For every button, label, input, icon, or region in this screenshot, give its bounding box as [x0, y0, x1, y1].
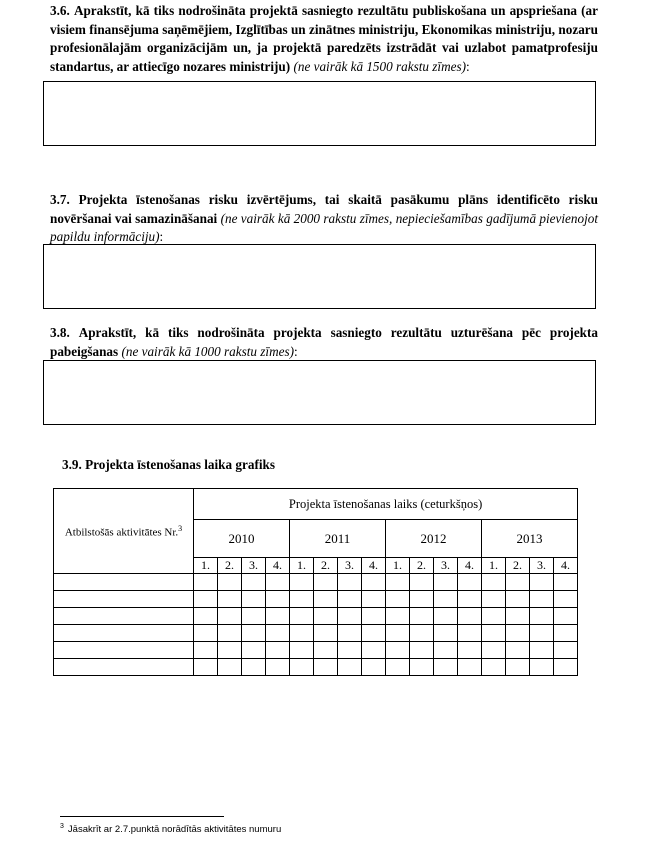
quarter-cell[interactable] — [338, 642, 362, 659]
quarter-cell[interactable] — [386, 608, 410, 625]
activity-number-cell[interactable] — [54, 574, 194, 591]
quarter-cell[interactable] — [338, 659, 362, 676]
quarter-cell[interactable] — [314, 625, 338, 642]
quarter-cell[interactable] — [242, 608, 266, 625]
quarter-cell[interactable] — [530, 591, 554, 608]
footnote-marker: 3 — [60, 823, 64, 830]
quarter-cell[interactable] — [194, 591, 218, 608]
quarter-cell[interactable] — [434, 625, 458, 642]
quarter-cell[interactable] — [218, 659, 242, 676]
quarter-cell[interactable] — [530, 659, 554, 676]
quarter-header: 3. — [338, 558, 362, 574]
quarter-cell[interactable] — [266, 659, 290, 676]
quarter-cell[interactable] — [530, 642, 554, 659]
quarter-cell[interactable] — [482, 659, 506, 676]
year-header: 2011 — [290, 520, 386, 558]
schedule-title: 3.9. Projekta īstenošanas laika grafiks — [62, 457, 275, 472]
quarter-cell[interactable] — [458, 608, 482, 625]
quarter-cell[interactable] — [290, 591, 314, 608]
footnote-ref: 3 — [178, 524, 183, 534]
activity-number-cell[interactable] — [54, 642, 194, 659]
quarter-cell[interactable] — [554, 574, 578, 591]
quarter-cell[interactable] — [554, 659, 578, 676]
quarter-header: 1. — [290, 558, 314, 574]
quarter-cell[interactable] — [482, 625, 506, 642]
schedule-row — [54, 591, 578, 608]
quarter-cell[interactable] — [194, 642, 218, 659]
colon: : — [465, 58, 470, 74]
schedule-row — [54, 625, 578, 642]
quarter-cell[interactable] — [530, 625, 554, 642]
quarter-cell[interactable] — [434, 642, 458, 659]
schedule-body — [54, 574, 578, 676]
character-limit-note: (ne vairāk kā 2000 rakstu zīmes, nepieciešamības gadījumā pievienojot papildu informāciju) — [50, 210, 599, 244]
quarter-header: 1. — [194, 558, 218, 574]
quarter-cell[interactable] — [218, 591, 242, 608]
quarter-cell[interactable] — [554, 625, 578, 642]
quarter-cell[interactable] — [362, 625, 386, 642]
quarter-cell[interactable] — [242, 625, 266, 642]
quarter-cell[interactable] — [266, 642, 290, 659]
quarter-cell[interactable] — [218, 625, 242, 642]
quarter-cell[interactable] — [242, 659, 266, 676]
quarter-cell[interactable] — [410, 642, 434, 659]
footnote-separator — [60, 816, 224, 817]
quarter-cell[interactable] — [386, 591, 410, 608]
quarter-cell[interactable] — [290, 608, 314, 625]
quarter-cell[interactable] — [242, 591, 266, 608]
quarter-cell[interactable] — [386, 625, 410, 642]
quarter-cell[interactable] — [458, 625, 482, 642]
quarter-header: 3. — [242, 558, 266, 574]
quarter-cell[interactable] — [362, 608, 386, 625]
colon: : — [293, 343, 298, 359]
year-header: 2012 — [386, 520, 482, 558]
section-number: 3.6. — [50, 3, 70, 18]
quarter-cell[interactable] — [458, 574, 482, 591]
section-title: Aprakstīt, kā tiks nodrošināta projektā sasniegto rezultātu publiskošana un apspriešana (ar visiem finansējuma saņēmējiem, Izglītības un zinātnes ministriju, Ekonomikas ministriju, nozaru profesionālajām organizācijām un, ja projektā paredzēts izstrādāt vai uzlabot pamatprofesiju standartus, ar attiecīgo nozares ministriju) — [50, 3, 598, 74]
quarter-cell[interactable] — [290, 625, 314, 642]
quarter-header: 4. — [266, 558, 290, 574]
quarter-cell[interactable] — [314, 642, 338, 659]
answer-box-3-7[interactable] — [43, 244, 596, 309]
quarter-cell[interactable] — [362, 591, 386, 608]
quarter-header: 1. — [482, 558, 506, 574]
character-limit-note: (ne vairāk kā 1500 rakstu zīmes) — [293, 58, 466, 74]
quarter-cell[interactable] — [362, 642, 386, 659]
quarter-cell[interactable] — [242, 642, 266, 659]
period-header: Projekta īstenošanas laiks (ceturkšņos) — [194, 489, 578, 520]
quarter-header: 4. — [554, 558, 578, 574]
quarter-header: 4. — [362, 558, 386, 574]
quarter-header: 2. — [314, 558, 338, 574]
quarter-header: 2. — [506, 558, 530, 574]
quarter-cell[interactable] — [266, 591, 290, 608]
quarter-cell[interactable] — [386, 659, 410, 676]
quarter-cell[interactable] — [314, 659, 338, 676]
answer-box-3-8[interactable] — [43, 360, 596, 425]
quarter-cell[interactable] — [266, 625, 290, 642]
quarter-cell[interactable] — [338, 625, 362, 642]
quarter-cell[interactable] — [314, 608, 338, 625]
quarter-header: 1. — [386, 558, 410, 574]
quarter-cell[interactable] — [554, 608, 578, 625]
quarter-cell[interactable] — [218, 642, 242, 659]
quarter-header: 4. — [458, 558, 482, 574]
quarter-cell[interactable] — [434, 574, 458, 591]
quarter-cell[interactable] — [410, 659, 434, 676]
schedule-table — [53, 488, 578, 676]
section-number: 3.7. — [50, 192, 70, 207]
quarter-cell[interactable] — [530, 574, 554, 591]
activity-number-cell[interactable] — [54, 659, 194, 676]
quarter-cell[interactable] — [218, 574, 242, 591]
section-3-6 — [50, 2, 598, 76]
schedule-row — [54, 659, 578, 676]
schedule-row — [54, 608, 578, 625]
quarter-cell[interactable] — [458, 642, 482, 659]
section-title: Projekta īstenošanas risku izvērtējums, tai skaitā pasākumu plāns identificēto risku novēršanai vai samazināšanai — [50, 192, 599, 226]
section-3-8 — [50, 324, 598, 361]
quarter-cell[interactable] — [458, 591, 482, 608]
activity-number-cell[interactable] — [54, 608, 194, 625]
quarter-cell[interactable] — [458, 659, 482, 676]
quarter-cell[interactable] — [554, 642, 578, 659]
character-limit-note: (ne vairāk kā 1000 rakstu zīmes) — [121, 343, 294, 359]
quarter-cell[interactable] — [266, 608, 290, 625]
quarter-cell[interactable] — [410, 591, 434, 608]
quarter-cell[interactable] — [506, 642, 530, 659]
activity-header-label: Atbilstošās aktivitātes Nr. — [64, 526, 179, 539]
quarter-cell[interactable] — [338, 608, 362, 625]
section-number: 3.8. — [50, 325, 70, 340]
quarter-cell[interactable] — [242, 574, 266, 591]
schedule-row — [54, 642, 578, 659]
quarter-cell[interactable] — [410, 574, 434, 591]
quarter-cell[interactable] — [482, 574, 506, 591]
quarter-cell[interactable] — [506, 591, 530, 608]
quarter-cell[interactable] — [410, 608, 434, 625]
quarter-cell[interactable] — [194, 625, 218, 642]
quarter-header: 3. — [530, 558, 554, 574]
quarter-cell[interactable] — [482, 642, 506, 659]
quarter-cell[interactable] — [194, 608, 218, 625]
quarter-cell[interactable] — [506, 608, 530, 625]
activity-number-cell[interactable] — [54, 625, 194, 642]
schedule-row — [54, 574, 578, 591]
quarter-cell[interactable] — [434, 608, 458, 625]
quarter-cell[interactable] — [506, 574, 530, 591]
answer-box-3-6[interactable] — [43, 81, 596, 146]
quarter-cell[interactable] — [506, 659, 530, 676]
quarter-cell[interactable] — [194, 659, 218, 676]
quarter-cell[interactable] — [194, 574, 218, 591]
section-title: Aprakstīt, kā tiks nodrošināta projekta sasniegto rezultātu uzturēšana pēc projekta pabeigšanas — [50, 325, 598, 359]
quarter-cell[interactable] — [290, 642, 314, 659]
quarter-cell[interactable] — [338, 591, 362, 608]
section-3-7 — [50, 191, 598, 247]
quarter-cell[interactable] — [386, 574, 410, 591]
quarter-cell[interactable] — [362, 659, 386, 676]
quarter-header: 3. — [434, 558, 458, 574]
quarter-cell[interactable] — [482, 608, 506, 625]
quarter-header: 2. — [410, 558, 434, 574]
footnote-text: Jāsakrīt ar 2.7.punktā norādītās aktivitātes numuru — [67, 824, 282, 836]
activity-number-cell[interactable] — [54, 591, 194, 608]
quarter-cell[interactable] — [434, 591, 458, 608]
quarter-header: 2. — [218, 558, 242, 574]
quarter-cell[interactable] — [314, 574, 338, 591]
quarter-cell[interactable] — [554, 591, 578, 608]
quarter-cell[interactable] — [530, 608, 554, 625]
quarter-cell[interactable] — [314, 591, 338, 608]
quarter-cell[interactable] — [386, 642, 410, 659]
year-header: 2013 — [482, 520, 578, 558]
activity-number-header — [54, 489, 194, 574]
footnote — [60, 823, 281, 835]
quarter-cell[interactable] — [338, 574, 362, 591]
quarter-cell[interactable] — [290, 659, 314, 676]
quarter-cell[interactable] — [482, 591, 506, 608]
quarter-cell[interactable] — [290, 574, 314, 591]
quarter-cell[interactable] — [410, 625, 434, 642]
quarter-cell[interactable] — [362, 574, 386, 591]
quarter-cell[interactable] — [506, 625, 530, 642]
quarter-cell[interactable] — [218, 608, 242, 625]
quarter-cell[interactable] — [266, 574, 290, 591]
colon: : — [159, 229, 164, 244]
year-header: 2010 — [194, 520, 290, 558]
quarter-cell[interactable] — [434, 659, 458, 676]
